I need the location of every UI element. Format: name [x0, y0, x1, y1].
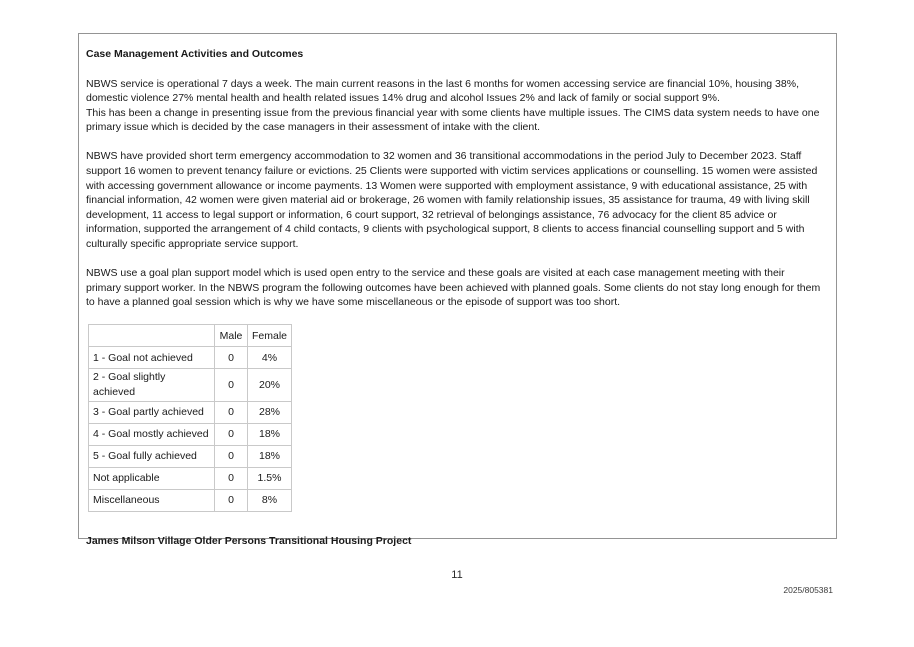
row-female-value: 4% [248, 347, 292, 369]
row-male-value: 0 [215, 467, 248, 489]
row-male-value: 0 [215, 445, 248, 467]
row-label: Miscellaneous [89, 489, 215, 511]
table-header-female: Female [248, 325, 292, 347]
row-label: 2 - Goal slightly achieved [89, 369, 215, 401]
table-row [89, 423, 292, 445]
table-row [89, 347, 292, 369]
row-male-value: 0 [215, 423, 248, 445]
row-female-value: 20% [248, 369, 292, 401]
paragraph-service-reasons [86, 77, 822, 135]
row-male-value: 0 [215, 489, 248, 511]
row-label: Not applicable [89, 467, 215, 489]
section-subheading: James Milson Village Older Persons Transitional Housing Project [86, 534, 412, 547]
goal-outcomes-table [88, 324, 292, 511]
table-row [89, 369, 292, 401]
table-header-row [89, 325, 292, 347]
paragraph-presenting-issue-text: This has been a change in presenting issue from the previous financial year with some clients have multiple issues. The CIMS data system needs to have one primary issue which is decided by the case managers in their assessment of intake with the client. [86, 106, 820, 134]
table-row [89, 445, 292, 467]
row-label: 5 - Goal fully achieved [89, 445, 215, 467]
content-border-box [78, 33, 837, 547]
row-male-value: 0 [215, 369, 248, 401]
paragraph-service-reasons-text: NBWS service is operational 7 days a week. The main current reasons in the last 6 months for women accessing service are financial 10%, housing 38%, domestic violence 27% mental health and health related issues 14% drug and alcohol Issues 2% and lack of family or social support 9%. [86, 77, 799, 105]
document-reference: 2025/805381 [783, 585, 833, 595]
row-female-value: 18% [248, 423, 292, 445]
row-male-value: 0 [215, 401, 248, 423]
row-label: 3 - Goal partly achieved [89, 401, 215, 423]
table-row [89, 489, 292, 511]
table-header-male: Male [215, 325, 248, 347]
row-female-value: 8% [248, 489, 292, 511]
row-male-value: 0 [215, 347, 248, 369]
table-header-empty [89, 325, 215, 347]
row-label: 1 - Goal not achieved [89, 347, 215, 369]
paragraph-support-statistics: NBWS have provided short term emergency accommodation to 32 women and 36 transitional accommodations in the period July to December 2023. Staff support 16 women to prevent tenancy failure or evictions. 25 Clients were supported with victim services applications or counselling. 15 women were assisted with accessing government allowance or income payments. 13 Women were supported with employment assistance, 9 with educational assistance, 25 with financial information, 42 women were given material aid or brokerage, 26 women with family relationship issues, 35 assistance for trauma, 49 with living skill development, 11 access to legal support or information, 6 court support, 32 retrieval of belongings assistance, 76 advocacy for the client 85 advice or information, supported the arrangement of 4 child contacts, 9 clients with psychological support, 8 clients to access financial counselling support and 5 with culturally specific appropriate service support. [86, 150, 818, 251]
table-row [89, 401, 292, 423]
row-female-value: 1.5% [248, 467, 292, 489]
row-female-value: 28% [248, 401, 292, 423]
row-label: 4 - Goal mostly achieved [89, 423, 215, 445]
row-female-value: 18% [248, 445, 292, 467]
table-row [89, 467, 292, 489]
document-title: Case Management Activities and Outcomes [86, 48, 304, 60]
page-number: 11 [451, 569, 463, 581]
paragraph-goal-plan-model: NBWS use a goal plan support model which is used open entry to the service and these goals are visited at each case management meeting with their primary support worker. In the NBWS program the following outcomes have been achieved with planned goals. Some clients do not stay long enough for them to have a planned goal session which is why we have some miscellaneous or the episode of support was too short. [86, 267, 821, 309]
